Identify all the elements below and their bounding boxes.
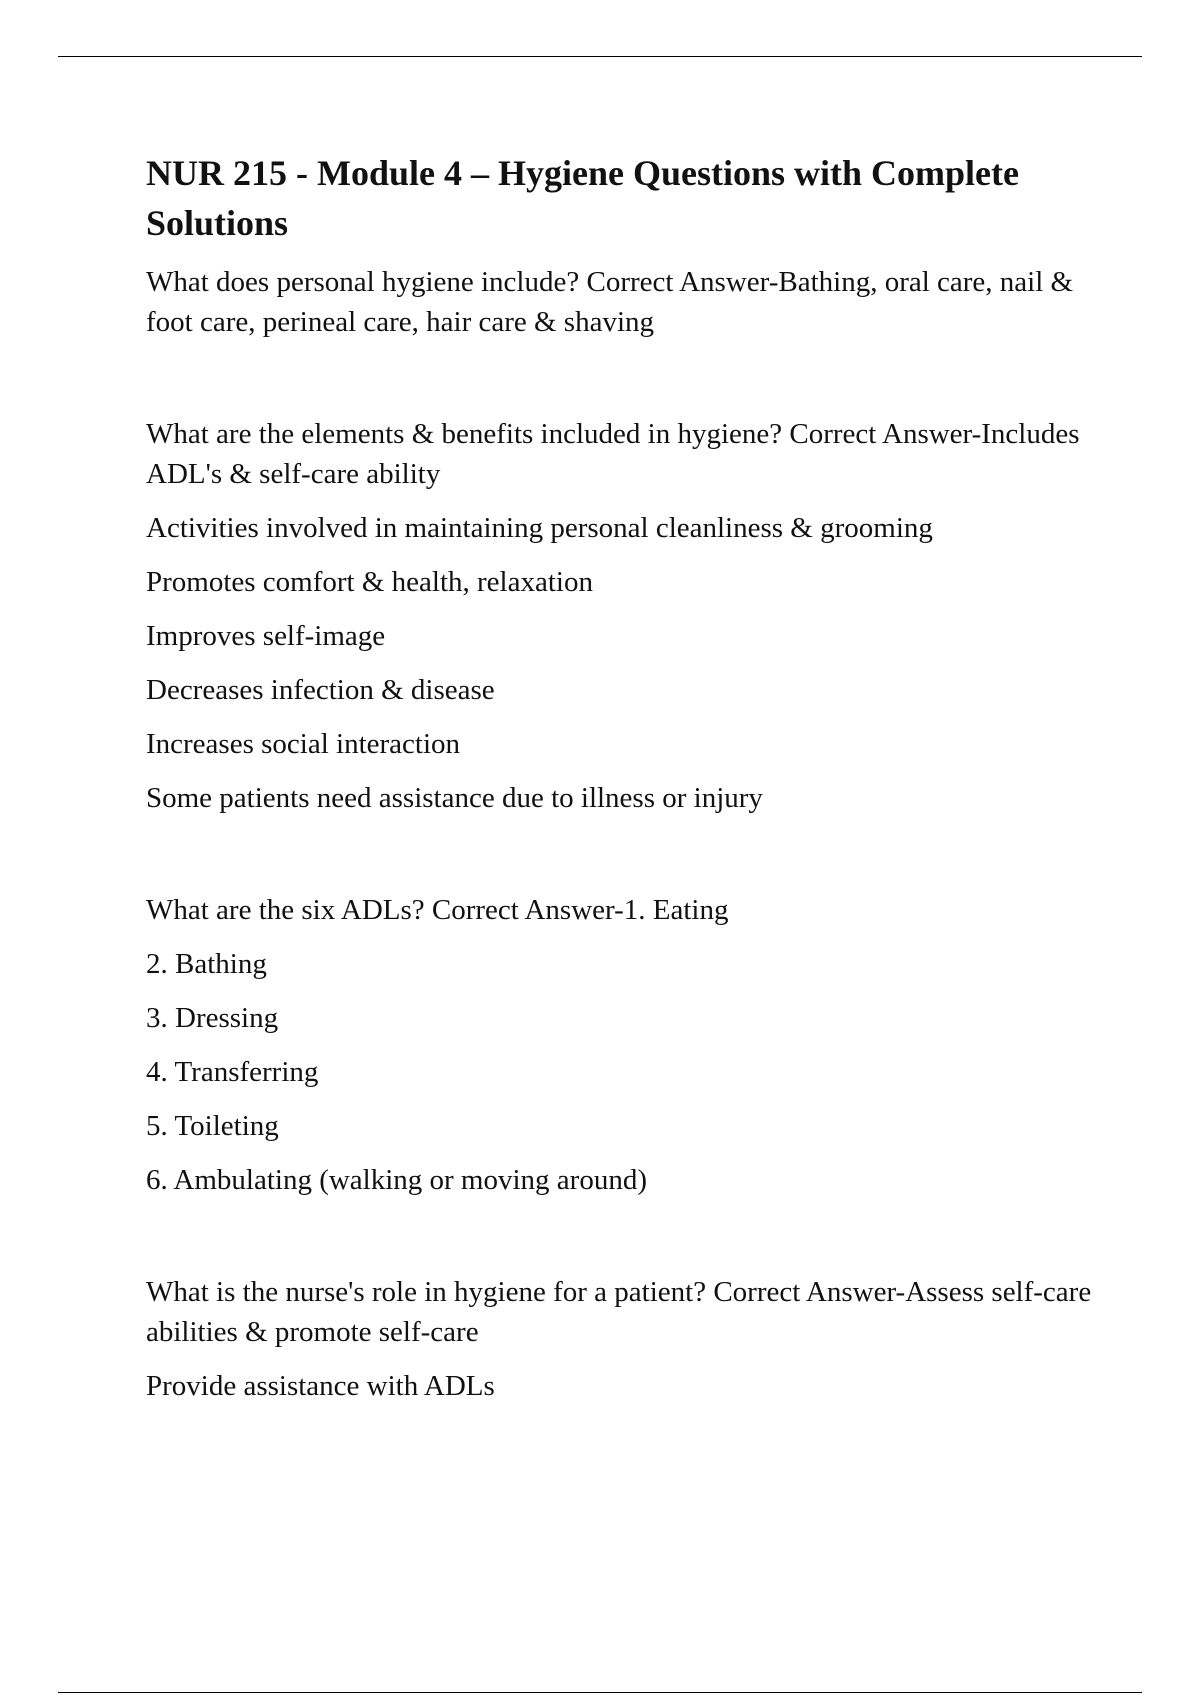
answer-line: Promotes comfort & health, relaxation: [146, 566, 593, 598]
answer-line: Some patients need assistance due to illness or injury: [146, 782, 763, 814]
answer-line: Decreases infection & disease: [146, 674, 495, 706]
section-spacer: [146, 818, 1106, 890]
answer-line: Provide assistance with ADLs: [146, 1370, 495, 1402]
bottom-rule: [58, 1692, 1142, 1693]
question-1: What does personal hygiene include? Correct Answer-Bathing, oral care, nail & foot care, perineal care, hair care & shaving: [146, 266, 1074, 338]
answer-line: Improves self-image: [146, 620, 386, 652]
answer-line: 5. Toileting: [146, 1110, 279, 1142]
top-rule: [58, 56, 1142, 57]
qa-section-1: [146, 262, 1106, 342]
answer-line: 3. Dressing: [146, 1002, 279, 1034]
document-title: NUR 215 - Module 4 – Hygiene Questions with Complete Solutions: [146, 153, 1019, 243]
question-2: What are the elements & benefits included in hygiene? Correct Answer-Includes ADL's & self-care ability: [146, 418, 1080, 490]
section-spacer: [146, 1200, 1106, 1272]
answer-line: 4. Transferring: [146, 1056, 319, 1088]
qa-section-3: [146, 890, 1106, 1200]
answer-line: Increases social interaction: [146, 728, 461, 760]
qa-section-4: [146, 1272, 1106, 1406]
answer-line: 6. Ambulating (walking or moving around): [146, 1164, 647, 1196]
document-body: [146, 148, 1106, 1406]
answer-line: Activities involved in maintaining personal cleanliness & grooming: [146, 512, 933, 544]
section-spacer: [146, 342, 1106, 414]
question-3: What are the six ADLs? Correct Answer-1. Eating: [146, 894, 729, 926]
question-4: What is the nurse's role in hygiene for a patient? Correct Answer-Assess self-care abilities & promote self-care: [146, 1276, 1092, 1348]
answer-line: 2. Bathing: [146, 948, 267, 980]
qa-section-2: [146, 414, 1106, 818]
